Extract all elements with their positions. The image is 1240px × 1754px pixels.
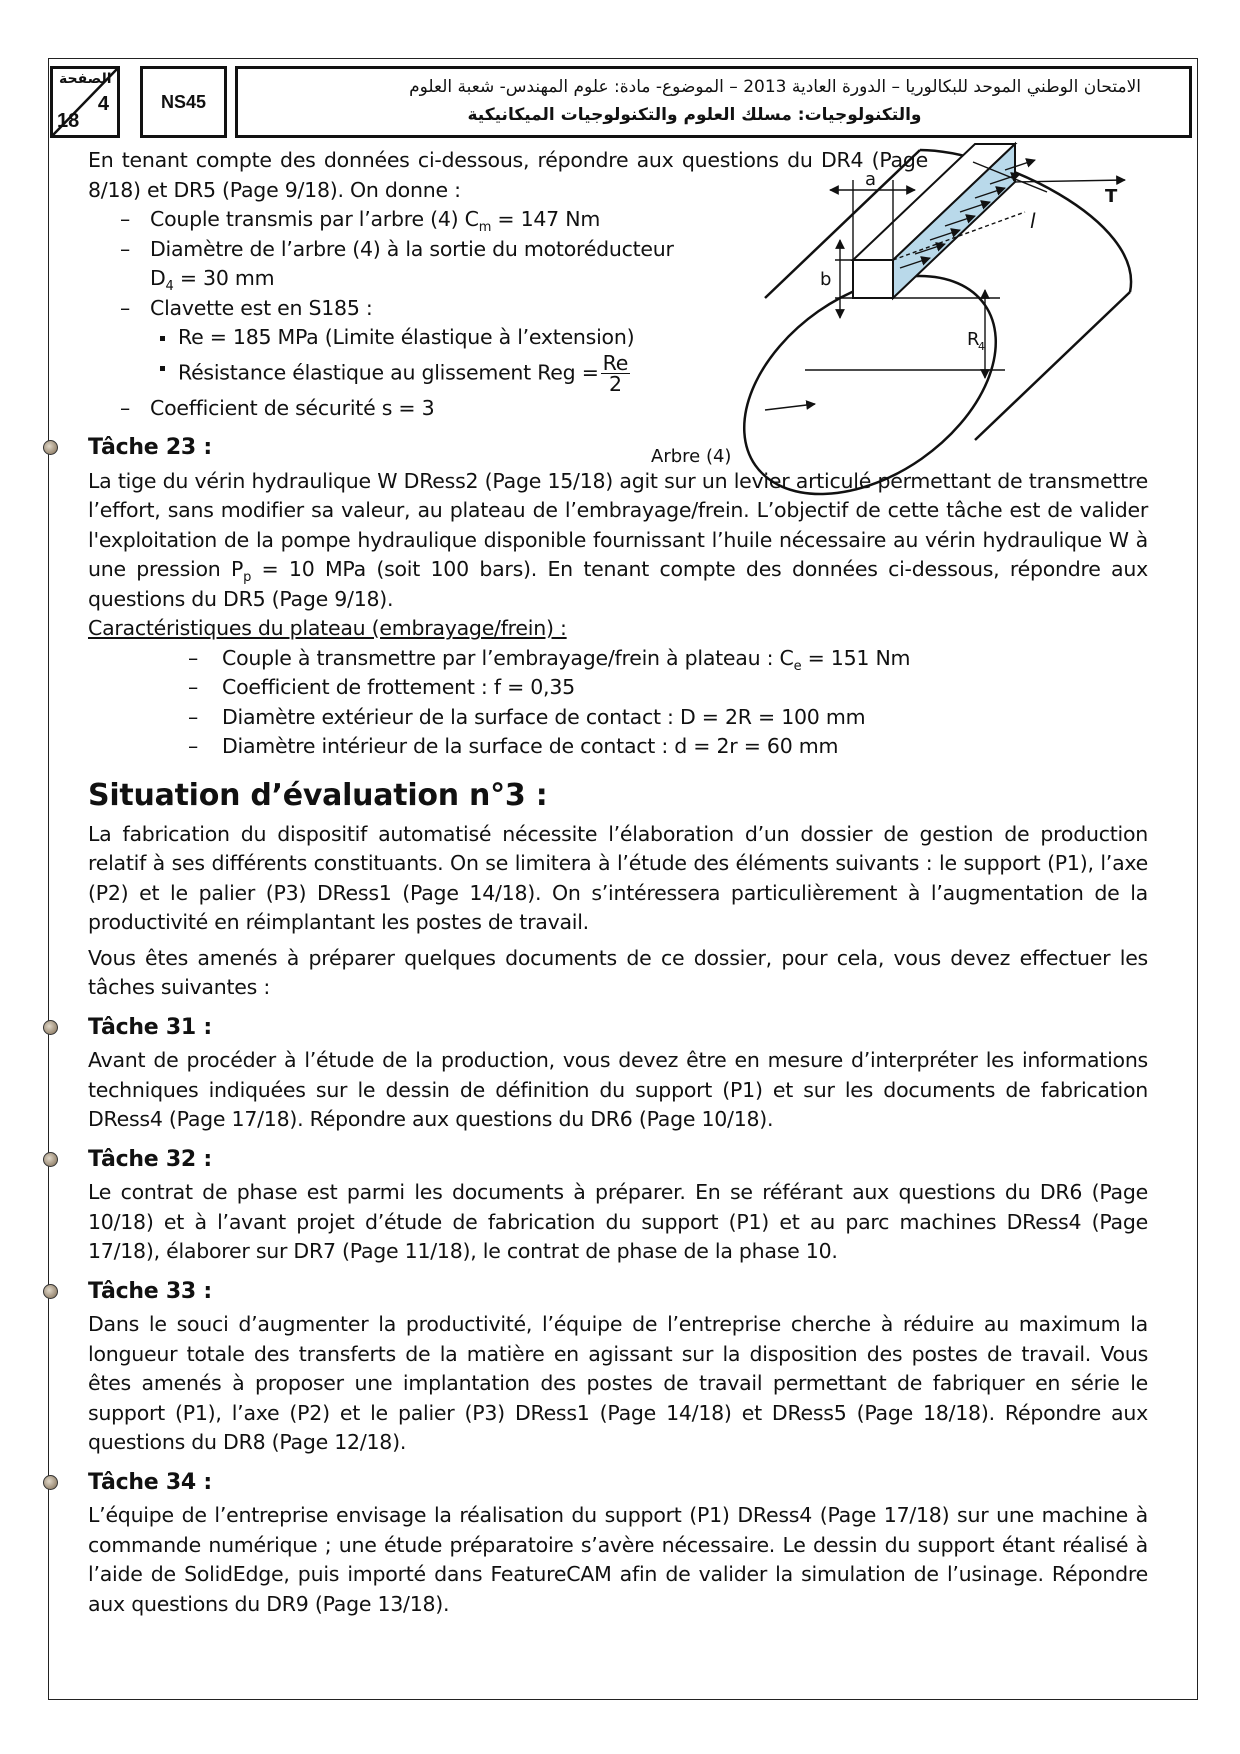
situation-p1: La fabrication du dispositif automatisé nécessite l’élaboration d’un dossier de gestion de production relatif à ses différents constituants. On se limitera à l’étude des éléments suivants : le support (P1), l’axe (P2) et le palier (P3) DRess1 (Page 14/18). On s’intéressera particulièrement à l’augmentation de la productivité en réimplantant les postes de travail.	[88, 821, 1148, 934]
material-list	[88, 323, 928, 394]
task-34-title: Tâche 34 :	[88, 1468, 1148, 1498]
intro-text: En tenant compte des données ci-dessous, répondre aux questions du DR4 (Page 8/18) et DR5 (Page 9/18). On donne :	[88, 148, 928, 202]
given-item: – Diamètre de l’arbre (4) à la sortie du motoréducteur $D_4 = 30$ mm	[88, 235, 928, 294]
intro-block	[88, 146, 928, 423]
label-a: a	[865, 169, 877, 190]
given-item: – Clavette est en S185 :	[88, 294, 928, 324]
bullet-icon	[43, 1475, 58, 1490]
page-content	[88, 146, 1148, 1619]
material-item: Résistance élastique au glissement Reg = $\frac{Re}{2}$	[88, 353, 928, 394]
bullet-icon	[43, 440, 58, 455]
label-r-sub: 4	[978, 340, 985, 353]
label-t: T	[1105, 186, 1118, 207]
task-33-text: Dans le souci d’augmenter la productivité, l’équipe de l’entreprise cherche à réduire au maximum la longueur totale des transferts de la matière en agissant sur la disposition des postes de travail. Vous êtes amenés à proposer une implantation des postes de travail permettant de fabriquer en série le support (P1), l’axe (P2) et le palier (P3) DRess1 (Page 14/18) et DRess5 (Page 18/18). Répondre aux questions du DR8 (Page 12/18).	[88, 1312, 1148, 1454]
page-total: 18	[57, 110, 80, 132]
task-31-title: Tâche 31 :	[88, 1013, 1148, 1043]
plate-item: – Coefficient de frottement : f = 0,35	[88, 673, 1148, 703]
bullet-icon	[43, 1152, 58, 1167]
bullet-icon	[43, 1284, 58, 1299]
exam-title	[235, 66, 1192, 138]
given-item: – Couple transmis par l’arbre (4) $C_m = 147$ Nm	[88, 205, 928, 235]
plate-item: – Diamètre extérieur de la surface de contact : D = 2R = 100 mm	[88, 703, 1148, 733]
situation-p2: Vous êtes amenés à préparer quelques documents de ce dossier, pour cela, vous devez effectuer les tâches suivantes :	[88, 945, 1148, 999]
plate-list	[88, 644, 1148, 762]
situation-title: Situation d’évaluation n°3 :	[88, 777, 548, 813]
exam-title-line2: والتكنولوجيات: مسلك العلوم والتكنولوجيات الميكانيكية	[467, 105, 922, 125]
task-31-text: Avant de procéder à l’étude de la production, vous devez être en mesure d’interpréter les informations techniques indiquées sur le dessin de définition du support (P1) et sur les documents de fabrication DRess4 (Page 17/18). Répondre aux questions du DR6 (Page 10/18).	[88, 1048, 1148, 1131]
exam-code: NS45	[140, 66, 227, 138]
given-list	[88, 205, 928, 323]
given-list-2	[88, 394, 928, 424]
material-item: Re = 185 MPa (Limite élastique à l’extension)	[88, 323, 928, 353]
plate-heading: Caractéristiques du plateau (embrayage/frein) :	[88, 616, 567, 640]
task-23-title: Tâche 23 :	[88, 433, 1148, 463]
label-b: b	[820, 269, 832, 290]
plate-item: – Couple à transmettre par l’embrayage/frein à plateau : $C_e = 151$ Nm	[88, 644, 1148, 674]
task-32-title: Tâche 32 :	[88, 1145, 1148, 1175]
task-33-title: Tâche 33 :	[88, 1277, 1148, 1307]
task-34-text: L’équipe de l’entreprise envisage la réalisation du support (P1) DRess4 (Page 17/18) sur une machine à commande numérique ; une étude préparatoire s’avère nécessaire. Le dessin du support étant réalisé à l’aide de SolidEdge, puis importé dans FeatureCAM afin de valider la simulation de l’usinage. Répondre aux questions du DR9 (Page 13/18).	[88, 1503, 1148, 1616]
given-item: – Coefficient de sécurité s = 3	[88, 394, 928, 424]
label-r: R	[967, 329, 980, 350]
label-l: l	[1030, 209, 1036, 233]
task-32-text: Le contrat de phase est parmi les documents à préparer. En se référant aux questions du DR6 (Page 10/18) et à l’avant projet d’étude de fabrication du support (P1) et au parc machines DRess4 (Page 17/18), élaborer sur DR7 (Page 11/18), le contrat de phase de la phase 10.	[88, 1180, 1148, 1263]
fraction: $\frac{Re}{2}$	[602, 350, 629, 396]
plate-item: – Diamètre intérieur de la surface de contact : d = 2r = 60 mm	[88, 732, 1148, 762]
task-23-text: La tige du vérin hydraulique W DRess2 (Page 15/18) agit sur un levier articulé permettant de transmettre l’effort, sans modifier sa valeur, au plateau de l’embrayage/frein. L’objectif de cette tâche est de valider l'exploitation de la pompe hydraulique disponible fournissant l’huile nécessaire au vérin hydraulique W à une pression $P_p = 10$ MPa (soit 100 bars). En tenant compte des données ci-dessous, répondre aux questions du DR5 (Page 9/18).	[88, 468, 1148, 611]
page-number-box	[50, 66, 120, 138]
page-number: 4	[97, 93, 109, 115]
figure-caption: Arbre (4)	[651, 446, 732, 467]
bullet-icon	[43, 1020, 58, 1035]
exam-title-line1: الامتحان الوطني الموحد للبكالوريا – الدورة العادية 2013 – الموضوع- مادة: علوم المهندس- شعبة العلوم	[409, 77, 1141, 97]
page-label: الصفحة	[59, 71, 112, 87]
